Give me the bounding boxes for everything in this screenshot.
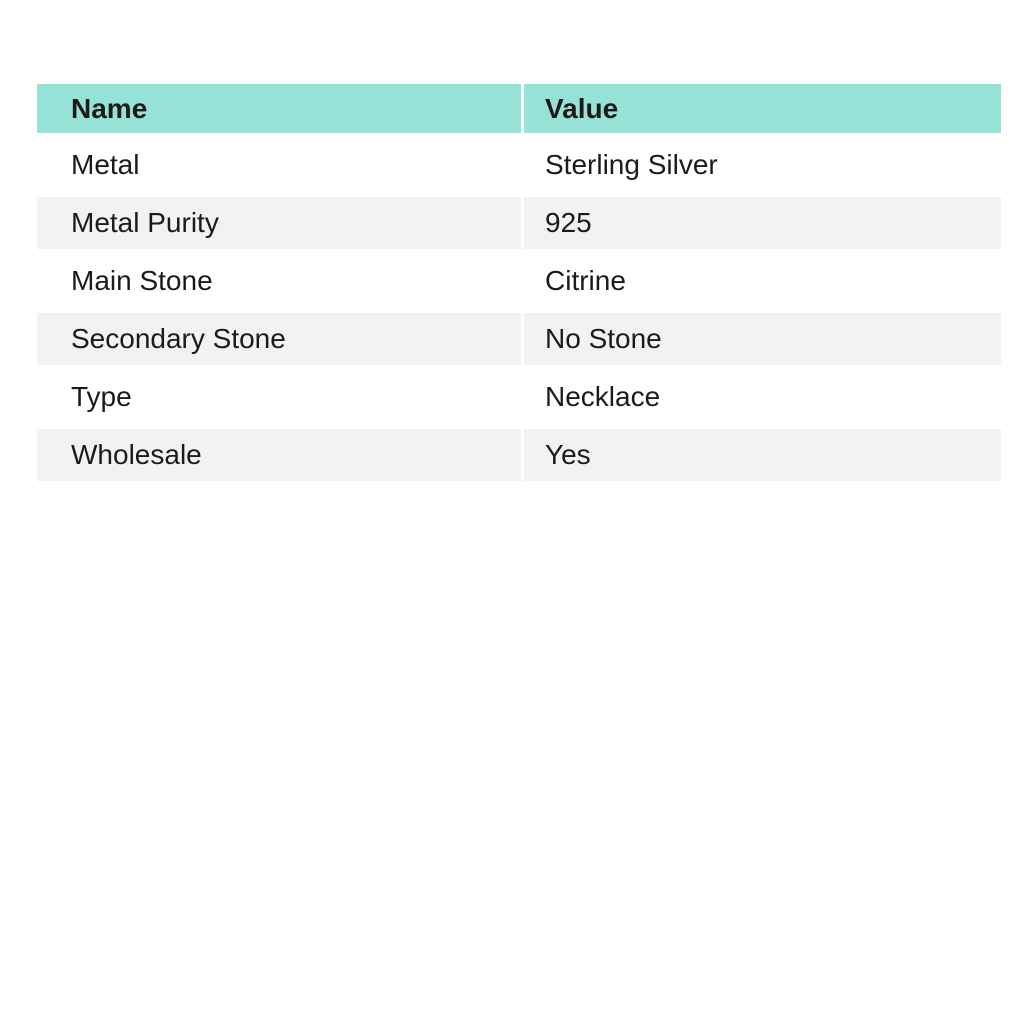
column-header-value: Value [545, 92, 619, 124]
table-row [37, 423, 1001, 481]
table-row [37, 249, 1001, 307]
table-body [37, 133, 1001, 481]
attribute-name-cell: Secondary Stone [37, 313, 524, 365]
attribute-name-cell: Metal [37, 139, 524, 191]
table-row [37, 191, 1001, 249]
column-header-name: Name [37, 84, 524, 133]
attribute-name-cell: Metal Purity [37, 197, 524, 249]
attribute-value-cell: Necklace [545, 381, 661, 412]
table-row [37, 307, 1001, 365]
product-attributes-table [37, 84, 1001, 481]
attribute-name-cell: Main Stone [37, 255, 524, 307]
table-header-row [37, 84, 1001, 133]
attribute-value-cell: Yes [545, 439, 591, 470]
attribute-value-cell: No Stone [545, 323, 662, 354]
table-row [37, 133, 1001, 191]
attribute-name-cell: Wholesale [37, 429, 524, 481]
table-row [37, 365, 1001, 423]
attribute-value-cell: Sterling Silver [545, 149, 718, 180]
attribute-value-cell: 925 [545, 207, 592, 238]
attribute-name-cell: Type [37, 371, 524, 423]
attribute-value-cell: Citrine [545, 265, 626, 296]
